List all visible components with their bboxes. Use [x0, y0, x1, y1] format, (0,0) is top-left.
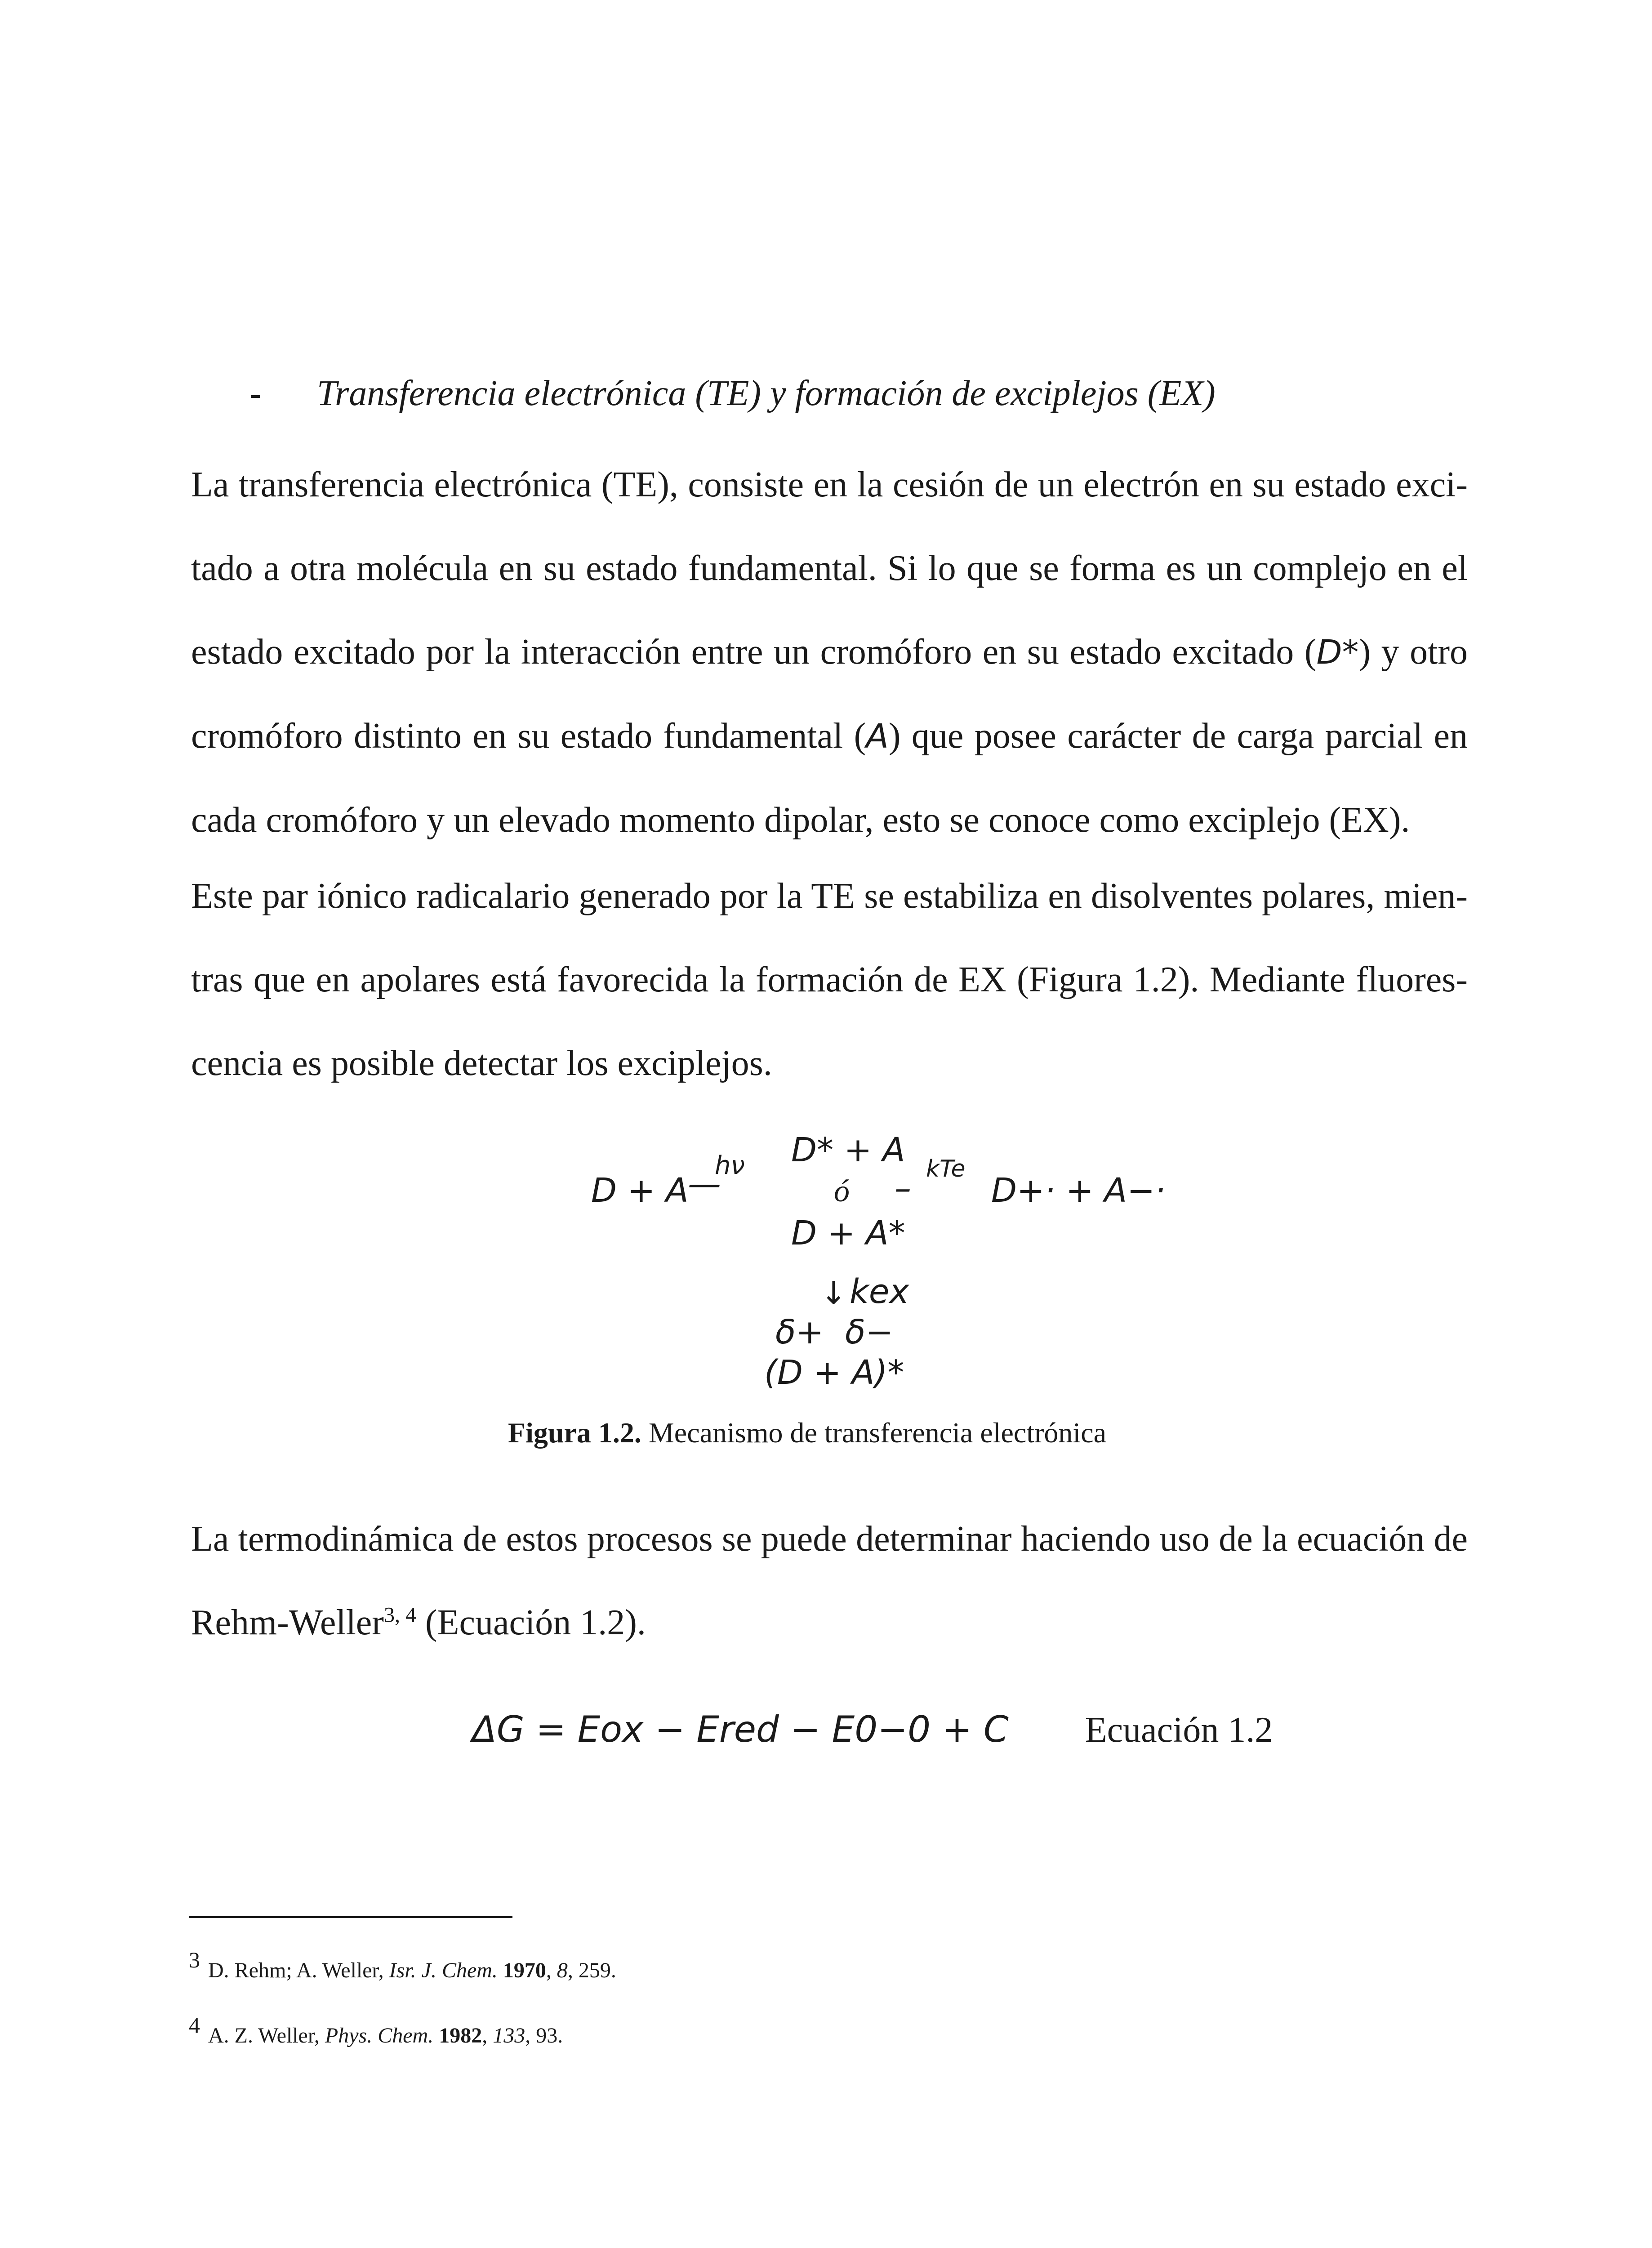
paragraph-2-line-2: tras que en apolares está favorecida la formación de EX (Figura 1.2). Mediante fluores- [191, 960, 1468, 999]
paragraph-3-line-2: Rehm-Weller$^{3, 4}$ (Ecuación 1.2). [191, 1603, 646, 1642]
math-a: A [866, 717, 889, 756]
paragraph-1-line-4: cromóforo distinto en su estado fundamental (A) que posee carácter de carga parcial en [191, 716, 1468, 756]
scheme-radical-ions: D+· + A−· [991, 1171, 1166, 1210]
scheme-arrow-1: — [688, 1164, 721, 1203]
paragraph-2-line-1: Este par iónico radicalario generado por la TE se estabiliza en disolventes polares, mien- [191, 876, 1468, 916]
paragraph-2-line-3: cencia es posible detectar los exciplejos. [191, 1044, 772, 1083]
paragraph-1-line-2: tado a otra molécula en su estado fundamental. Si lo que se forma es un complejo en el [191, 549, 1468, 588]
paragraph-1-line-1: La transferencia electrónica (TE), consiste en la cesión de un electrón en su estado exci- [191, 465, 1468, 504]
rehm-weller-equation [472, 1708, 1273, 1751]
section-heading [249, 373, 1216, 414]
paragraph-3 [191, 1497, 1468, 1664]
paragraph-1-line-3: estado excitado por la interacción entre un cromóforo en su estado excitado (D*) y otro [191, 632, 1468, 672]
equation-label: Ecuación 1.2 [1085, 1710, 1273, 1750]
scheme-exciplex: (D + A)* [764, 1353, 904, 1392]
equation-formula: ΔG = Eox − Ered − E0−0 + C [472, 1708, 1009, 1750]
scheme-delta-plus: δ+ [775, 1313, 824, 1351]
heading-title: Transferencia electrónica (TE) y formación de exciplejos (EX) [317, 374, 1216, 413]
footnote-3: 3 D. Rehm; A. Weller, Isr. J. Chem. 1970, 8, 259. [189, 1947, 616, 1982]
figure-caption-text: Mecanismo de transferencia electrónica [641, 1417, 1106, 1449]
paragraph-1 [191, 443, 1468, 862]
scheme-kte-label: kTe [926, 1155, 966, 1182]
scheme-down-arrow: ↓ [820, 1275, 847, 1311]
scheme-reactants: D + A [591, 1171, 689, 1210]
figure-caption [508, 1416, 1106, 1450]
scheme-hv-label: hν [715, 1151, 745, 1180]
scheme-excited-acceptor: D + A* [791, 1214, 905, 1253]
scheme-or: ó [834, 1174, 850, 1209]
footnote-4: 4 A. Z. Weller, Phys. Chem. 1982, 133, 93. [189, 2012, 563, 2047]
reference-superscript: 3, 4 [383, 1603, 416, 1627]
scheme-excited-donor: D* + A [791, 1131, 905, 1169]
paragraph-2 [191, 854, 1468, 1105]
figure-label: Figura 1.2. [508, 1417, 641, 1449]
paragraph-1-line-5: cada cromóforo y un elevado momento dipolar, esto se conoce como exciplejo (EX). [191, 800, 1410, 840]
paragraph-3-line-1: La termodinámica de estos procesos se puede determinar haciendo uso de la ecuación de [191, 1519, 1468, 1559]
heading-bullet: - [249, 374, 262, 413]
scheme-delta-minus: δ− [845, 1313, 894, 1351]
scheme-kex-label: kex [850, 1272, 909, 1311]
footnote-divider [189, 1916, 512, 1918]
scheme-arrow-2: – [895, 1169, 911, 1208]
math-d-star: D* [1316, 633, 1359, 672]
